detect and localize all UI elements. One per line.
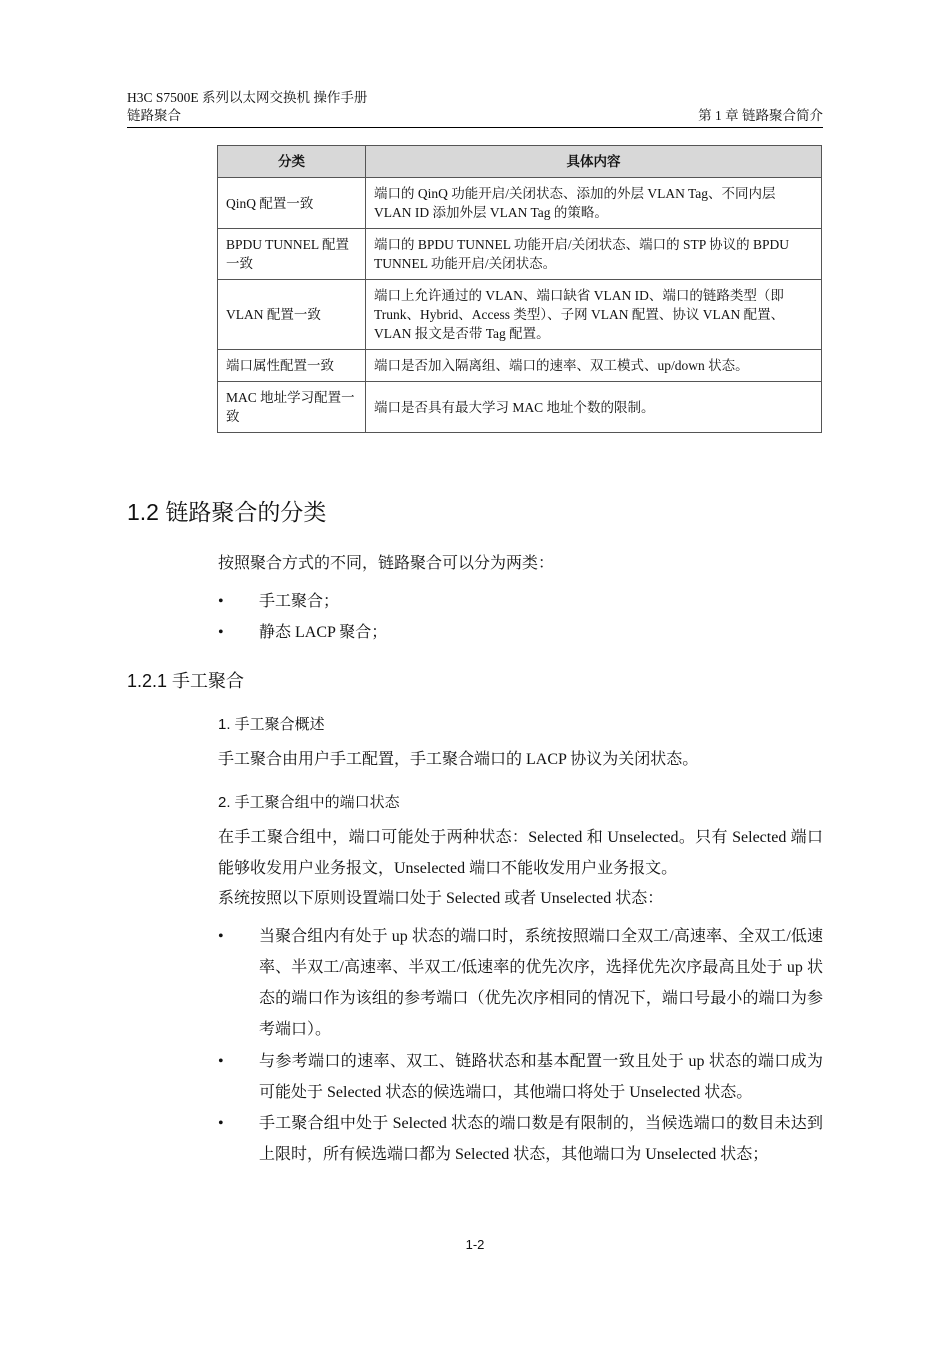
table-cell-content: 端口是否加入隔离组、端口的速率、双工模式、up/down 状态。: [366, 350, 822, 382]
overview-text: 手工聚合由用户手工配置，手工聚合端口的 LACP 协议为关闭状态。: [218, 751, 699, 768]
list-item-text: 与参考端口的速率、双工、链路状态和基本配置一致且处于 up 状态的端口成为可能处于 Selected 状态的候选端口，其他端口将处于 Unselected 状态。: [259, 1053, 823, 1101]
header-rule: [127, 127, 823, 128]
chapter-name: 第 1 章 链路聚合简介: [698, 108, 823, 123]
table-cell-content: 端口是否具有最大学习 MAC 地址个数的限制。: [366, 382, 822, 433]
bullet-icon: •: [218, 928, 224, 945]
list-item-text: 静态 LACP 聚合；: [259, 624, 388, 641]
section-heading-1-2-1: 1.2.1 手工聚合: [127, 671, 245, 691]
table-cell-content: 端口的 QinQ 功能开启/关闭状态、添加的外层 VLAN Tag、不同内层 VLAN ID 添加外层 VLAN Tag 的策略。: [366, 178, 822, 229]
subheading-overview: 1. 手工聚合概述: [218, 716, 325, 733]
list-item-text: 手工聚合；: [259, 593, 340, 610]
subheading-port-state: 2. 手工聚合组中的端口状态: [218, 794, 400, 811]
list-item-text: 当聚合组内有处于 up 状态的端口时，系统按照端口全双工/高速率、全双工/低速率、半双工/高速率、半双工/低速率的优先次序，选择优先次序最高且处于 up 状态的端口作为该组的参考端口（优先次序相同的情况下，端口号最小的端口为参考端口）。: [259, 928, 823, 1038]
table-row: [218, 382, 822, 433]
column-header-content: 具体内容: [366, 146, 822, 178]
list-item: [218, 921, 823, 1045]
table-cell-category: BPDU TUNNEL 配置一致: [218, 229, 366, 280]
section-heading-1-2: 1.2 链路聚合的分类: [127, 499, 327, 525]
list-item: [218, 586, 823, 617]
bullet-icon: •: [218, 1053, 224, 1070]
list-item: [218, 1108, 823, 1170]
page-header: [127, 89, 823, 125]
table-cell-category: VLAN 配置一致: [218, 280, 366, 350]
list-item: [218, 1046, 823, 1108]
port-state-paragraph: 在手工聚合组中，端口可能处于两种状态：Selected 和 Unselected。只有 Selected 端口能够收发用户业务报文，Unselected 端口不能收发用户业务报文。: [218, 829, 823, 877]
table-row: [218, 280, 822, 350]
section-intro: 按照聚合方式的不同，链路聚合可以分为两类：: [218, 555, 555, 572]
table-header-row: [218, 146, 822, 178]
table-row: [218, 229, 822, 280]
list-item: [218, 617, 823, 648]
table-cell-content: 端口上允许通过的 VLAN、端口缺省 VLAN ID、端口的链路类型（即 Trunk、Hybrid、Access 类型）、子网 VLAN 配置、协议 VLAN 配置、VLAN 报文是否带 Tag 配置。: [366, 280, 822, 350]
table-cell-category: QinQ 配置一致: [218, 178, 366, 229]
bullet-icon: •: [218, 624, 224, 641]
section-name: 链路聚合: [127, 108, 181, 123]
bullet-icon: •: [218, 593, 224, 610]
table-cell-category: MAC 地址学习配置一致: [218, 382, 366, 433]
port-state-rule-intro: 系统按照以下原则设置端口处于 Selected 或者 Unselected 状态：: [218, 890, 664, 907]
list-item-text: 手工聚合组中处于 Selected 状态的端口数是有限制的，当候选端口的数目未达到上限时，所有候选端口都为 Selected 状态，其他端口为 Unselected 状态；: [259, 1115, 823, 1163]
table-row: [218, 178, 822, 229]
table-cell-content: 端口的 BPDU TUNNEL 功能开启/关闭状态、端口的 STP 协议的 BPDU TUNNEL 功能开启/关闭状态。: [366, 229, 822, 280]
consistency-table: [217, 145, 822, 433]
bullet-icon: •: [218, 1115, 224, 1132]
table-row: [218, 350, 822, 382]
column-header-category: 分类: [218, 146, 366, 178]
doc-title: H3C S7500E 系列以太网交换机 操作手册: [127, 90, 368, 105]
table-cell-category: 端口属性配置一致: [218, 350, 366, 382]
page-number: 1-2: [465, 1237, 485, 1252]
